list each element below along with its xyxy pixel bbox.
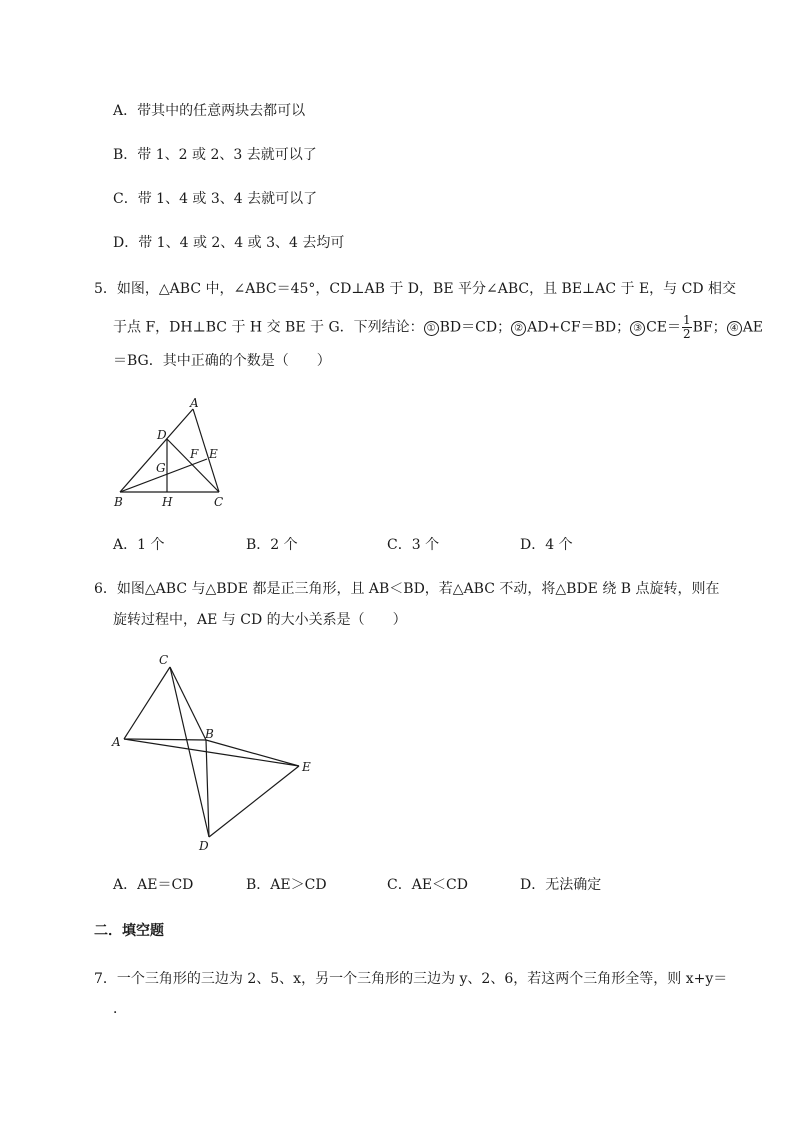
circled-4: ④ (727, 321, 742, 336)
label-b: B (114, 495, 123, 509)
label-a: A (112, 735, 121, 749)
section-title: 二．填空题 (94, 923, 164, 939)
q6-option-a: A．AE＝CD (113, 877, 194, 893)
q7-stem-line1: 7．一个三角形的三边为 2、5、x，另一个三角形的三边为 y、2、6，若这两个三角形全等，则 x+y＝ (94, 971, 728, 987)
q5-option-b: B．2 个 (246, 537, 298, 553)
seg-cd (170, 667, 209, 837)
seg-be (206, 740, 299, 766)
q5-stem-line3: ＝BG．其中正确的个数是（ ） (113, 353, 331, 369)
q5-option-d: D．4 个 (520, 537, 573, 553)
label-h: H (162, 495, 173, 509)
fraction-denominator: 2 (683, 327, 691, 341)
circled-3: ③ (630, 321, 645, 336)
seg-ab (124, 739, 206, 740)
q6-stem-line1: 6．如图△ABC 与△BDE 都是正三角形，且 AB＜BD，若△ABC 不动，将△BDE 绕 B 点旋转，则在 (94, 581, 720, 597)
seg-ac (124, 667, 170, 739)
circled-1: ① (424, 321, 439, 336)
q5-stem-line1: 5．如图，△ABC 中，∠ABC＝45°，CD⊥AB 于 D，BE 平分∠ABC，且 BE⊥AC 于 E，与 CD 相交 (94, 281, 736, 297)
seg-bd (206, 740, 209, 837)
q6-option-c: C．AE＜CD (387, 877, 468, 893)
q5-option-c: C．3 个 (387, 537, 440, 553)
q4-option-d: D．带 1、4 或 2、4 或 3、4 去均可 (113, 235, 345, 251)
seg-ed (209, 766, 299, 837)
label-a: A (190, 396, 199, 410)
circled-2: ② (511, 321, 526, 336)
q6-option-b: B．AE＞CD (246, 877, 327, 893)
q5-stem-line2-text: 于点 F，DH⊥BC 于 H 交 BE 于 G．下列结论： (113, 319, 424, 336)
q5-option-a: A．1 个 (113, 537, 165, 553)
q4-option-a: A．带其中的任意两块去都可以 (113, 103, 306, 119)
q5-conclusion-1: BD＝CD； (439, 319, 512, 336)
label-c: C (214, 495, 224, 509)
seg-ae (124, 739, 299, 766)
q4-option-b: B．带 1、2 或 2、3 去就可以了 (113, 147, 317, 163)
q7-stem-line2: ． (113, 1001, 127, 1017)
label-f: F (190, 447, 199, 461)
fraction-numerator: 1 (683, 313, 691, 327)
q6-option-d: D．无法确定 (520, 877, 602, 893)
label-b: B (205, 727, 214, 741)
q5-conclusion-2: AD+CF＝BD； (527, 319, 631, 336)
q5-conclusion-3b: BF； (692, 319, 727, 336)
q6-stem-line2: 旋转过程中，AE 与 CD 的大小关系是（ ） (113, 612, 407, 628)
q4-option-c: C．带 1、4 或 3、4 去就可以了 (113, 191, 318, 207)
seg-cb (170, 667, 206, 740)
label-e: E (302, 760, 311, 774)
q5-conclusion-3: CE＝ (646, 319, 682, 336)
q5-conclusion-4: AE (742, 319, 764, 336)
label-g: G (156, 461, 166, 475)
label-d: D (157, 428, 167, 442)
label-d: D (199, 839, 209, 853)
label-e: E (209, 447, 218, 461)
label-c: C (159, 653, 169, 667)
